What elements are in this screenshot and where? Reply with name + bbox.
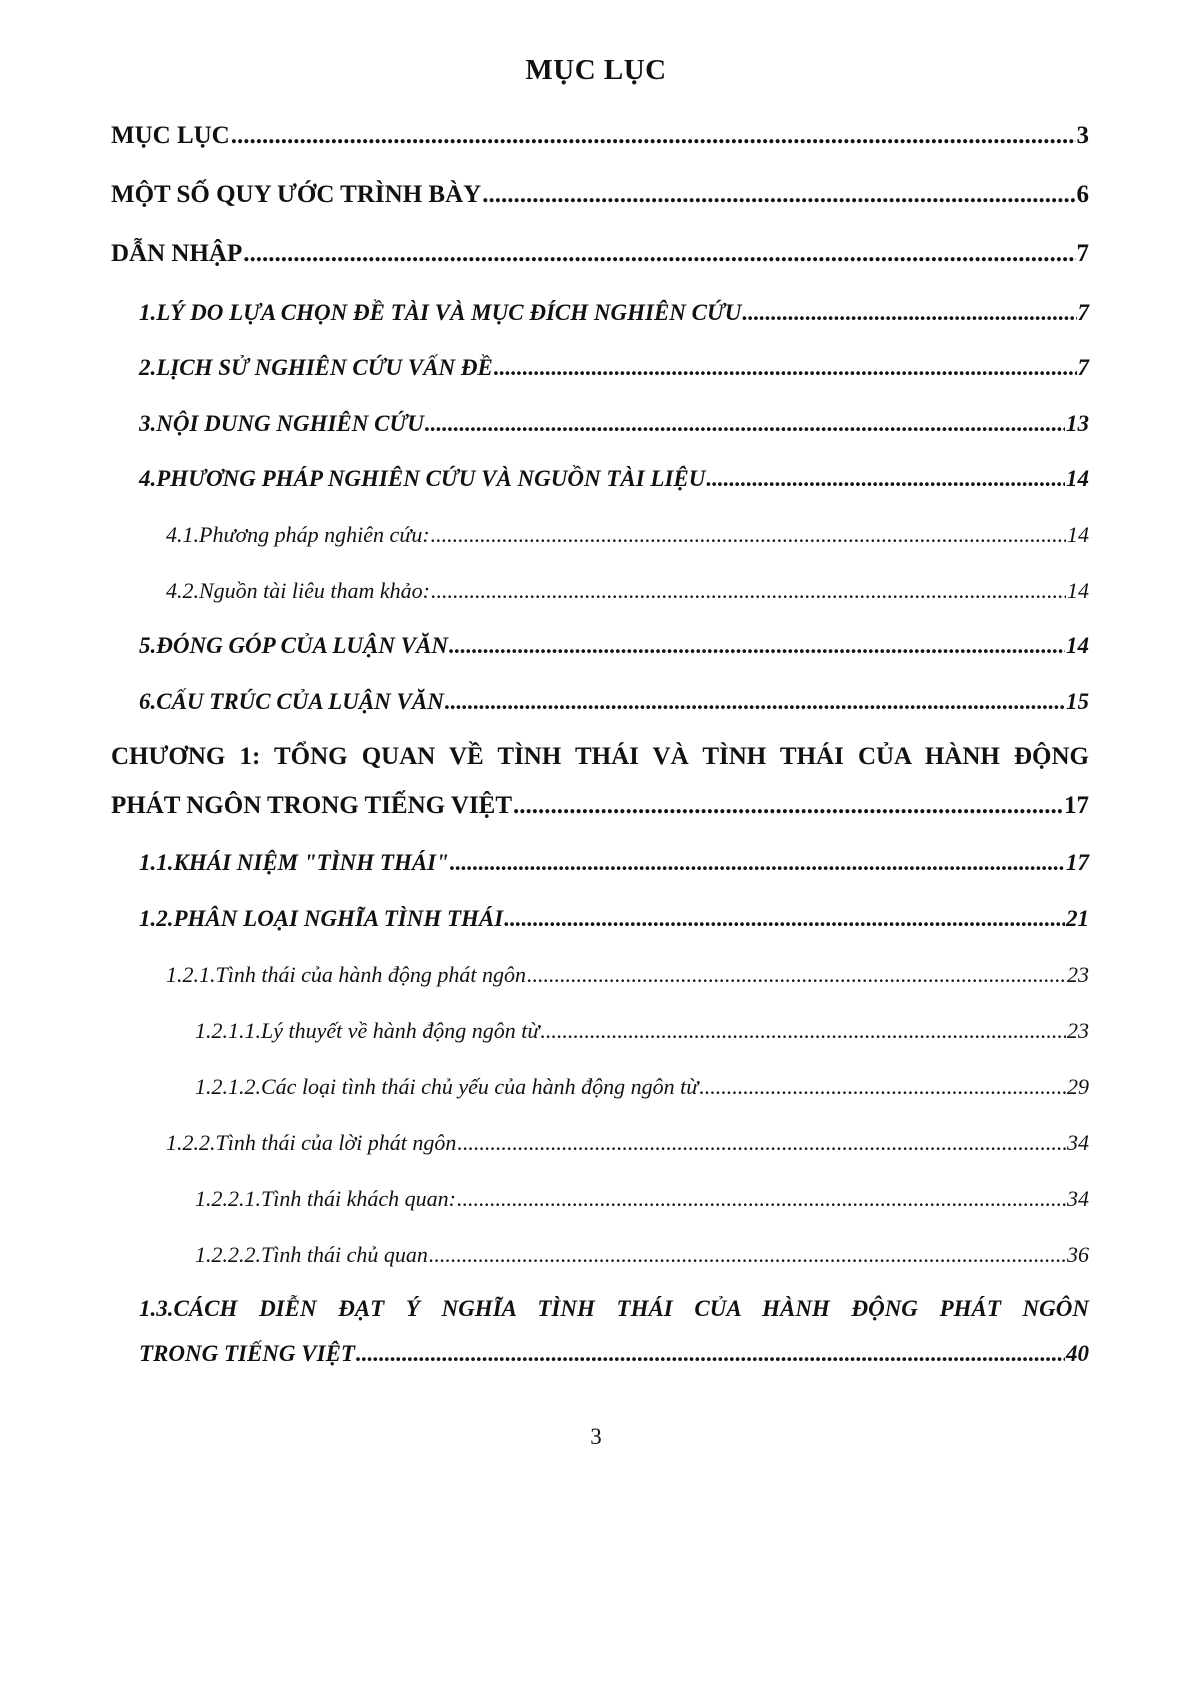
- toc-dot-leader: [699, 1074, 1066, 1100]
- toc-page-number: 36: [1067, 1242, 1089, 1267]
- toc-dot-leader: [482, 181, 1075, 209]
- toc-entry-title: 4.1.Phương pháp nghiên cứu:: [166, 522, 430, 547]
- toc-entry-title: 6.CẤU TRÚC CỦA LUẬN VĂN: [139, 689, 444, 714]
- toc-page-number: 14: [1067, 578, 1089, 603]
- toc-dot-leader: [243, 240, 1075, 268]
- toc-page-number: 7: [1077, 355, 1089, 380]
- toc-entry-title: 1.2.1.2.Các loại tình thái chủ yếu của hành động ngôn từ: [195, 1074, 699, 1099]
- toc-entry[interactable]: [139, 633, 1089, 659]
- toc-entry[interactable]: [195, 1018, 1089, 1044]
- toc-page-number: 14: [1066, 633, 1089, 658]
- toc-page-number: 21: [1066, 906, 1089, 931]
- toc-page-number: 34: [1067, 1130, 1089, 1155]
- toc-page-number: 17: [1066, 850, 1089, 875]
- toc-entry[interactable]: [166, 1130, 1089, 1156]
- toc-entry-title: MỘT SỐ QUY ƯỚC TRÌNH BÀY: [111, 181, 482, 208]
- toc-dot-leader: [431, 578, 1066, 604]
- toc-page-number: 29: [1067, 1074, 1089, 1099]
- toc-entry[interactable]: [139, 689, 1089, 715]
- toc-dot-leader: [494, 355, 1077, 381]
- toc-dot-leader: [706, 466, 1065, 492]
- toc-entry[interactable]: [111, 240, 1089, 268]
- toc-dot-leader: [504, 906, 1065, 932]
- toc-page-number: 13: [1066, 411, 1089, 436]
- toc-entry-1-3-line-1[interactable]: 1.3.CÁCH DIỄN ĐẠT Ý NGHĨA TÌNH THÁI CỦA HÀNH ĐỘNG PHÁT NGÔN: [139, 1296, 1089, 1321]
- toc-entry-title: PHÁT NGÔN TRONG TIẾNG VIỆT: [111, 792, 513, 819]
- toc-entry-title: 4.PHƯƠNG PHÁP NGHIÊN CỨU VÀ NGUỒN TÀI LIỆU: [139, 466, 706, 491]
- toc-entry[interactable]: [195, 1186, 1089, 1212]
- toc-entry[interactable]: [166, 522, 1089, 548]
- toc-entry-title: 5.ĐÓNG GÓP CỦA LUẬN VĂN: [139, 633, 449, 658]
- toc-entry-title: 1.2.1.1.Lý thuyết về hành động ngôn từ: [195, 1018, 540, 1043]
- toc-entry-title: 1.2.2.1.Tình thái khách quan:: [195, 1186, 456, 1211]
- toc-entry-chapter-1-line-1[interactable]: CHƯƠNG 1: TỔNG QUAN VỀ TÌNH THÁI VÀ TÌNH THÁI CỦA HÀNH ĐỘNG: [111, 743, 1089, 770]
- toc-dot-leader: [457, 1130, 1066, 1156]
- toc-dot-leader: [513, 792, 1063, 820]
- toc-dot-leader: [425, 411, 1065, 437]
- toc-page-number: 40: [1066, 1341, 1089, 1366]
- toc-entry[interactable]: [139, 850, 1089, 876]
- toc-page-number: 34: [1067, 1186, 1089, 1211]
- toc-entry[interactable]: [195, 1242, 1089, 1268]
- toc-entry-chapter-1-line-2[interactable]: [111, 792, 1089, 820]
- toc-entry[interactable]: [195, 1074, 1089, 1100]
- toc-entry[interactable]: [139, 466, 1089, 492]
- toc-page-number: 3: [1076, 122, 1089, 149]
- toc-entry-title: DẪN NHẬP: [111, 240, 243, 267]
- toc-dot-leader: [742, 300, 1076, 326]
- toc-page-number: 15: [1066, 689, 1089, 714]
- toc-dot-leader: [431, 522, 1066, 548]
- toc-entry[interactable]: [166, 962, 1089, 988]
- toc-entry[interactable]: [139, 355, 1089, 381]
- toc-dot-leader: [445, 689, 1065, 715]
- toc-entry-title: 1.LÝ DO LỰA CHỌN ĐỀ TÀI VÀ MỤC ĐÍCH NGHIÊN CỨU: [139, 300, 742, 325]
- toc-page-number: 7: [1076, 240, 1089, 267]
- toc-page-number: 17: [1064, 792, 1089, 819]
- toc-entry-1-3-line-2[interactable]: [139, 1341, 1089, 1367]
- page-title: MỤC LỤC: [525, 54, 667, 86]
- toc-page-number: 23: [1067, 962, 1089, 987]
- toc-page-number: 14: [1067, 522, 1089, 547]
- toc-page-number: 6: [1076, 181, 1089, 208]
- toc-entry[interactable]: [139, 300, 1089, 326]
- toc-entry[interactable]: [111, 181, 1089, 209]
- toc-entry-title: 1.2.1.Tình thái của hành động phát ngôn: [166, 962, 526, 987]
- toc-entry-title: 1.2.2.2.Tình thái chủ quan: [195, 1242, 428, 1267]
- toc-dot-leader: [450, 850, 1065, 876]
- toc-dot-leader: [527, 962, 1066, 988]
- toc-entry-title: 2.LỊCH SỬ NGHIÊN CỨU VẤN ĐỀ: [139, 355, 493, 380]
- toc-dot-leader: [356, 1341, 1065, 1367]
- toc-entry[interactable]: [139, 906, 1089, 932]
- toc-entry[interactable]: [111, 122, 1089, 150]
- toc-entry-title: 1.2.PHÂN LOẠI NGHĨA TÌNH THÁI: [139, 906, 504, 931]
- toc-dot-leader: [231, 122, 1076, 150]
- toc-dot-leader: [429, 1242, 1066, 1268]
- toc-dot-leader: [449, 633, 1065, 659]
- toc-page-number: 23: [1067, 1018, 1089, 1043]
- toc-entry-title: 1.2.2.Tình thái của lời phát ngôn: [166, 1130, 457, 1155]
- toc-page-number: 7: [1077, 300, 1089, 325]
- toc-dot-leader: [457, 1186, 1066, 1212]
- toc-entry[interactable]: [166, 578, 1089, 604]
- toc-entry-title: 4.2.Nguồn tài liêu tham khảo:: [166, 578, 430, 603]
- toc-entry-title: 1.1.KHÁI NIỆM "TÌNH THÁI": [139, 850, 449, 875]
- toc-page-number: 14: [1066, 466, 1089, 491]
- toc-entry-title: MỤC LỤC: [111, 122, 230, 149]
- toc-entry[interactable]: [139, 411, 1089, 437]
- toc-entry-title: TRONG TIẾNG VIỆT: [139, 1341, 355, 1366]
- toc-dot-leader: [540, 1018, 1066, 1044]
- toc-entry-title: 3.NỘI DUNG NGHIÊN CỨU: [139, 411, 424, 436]
- page-number: 3: [590, 1424, 602, 1449]
